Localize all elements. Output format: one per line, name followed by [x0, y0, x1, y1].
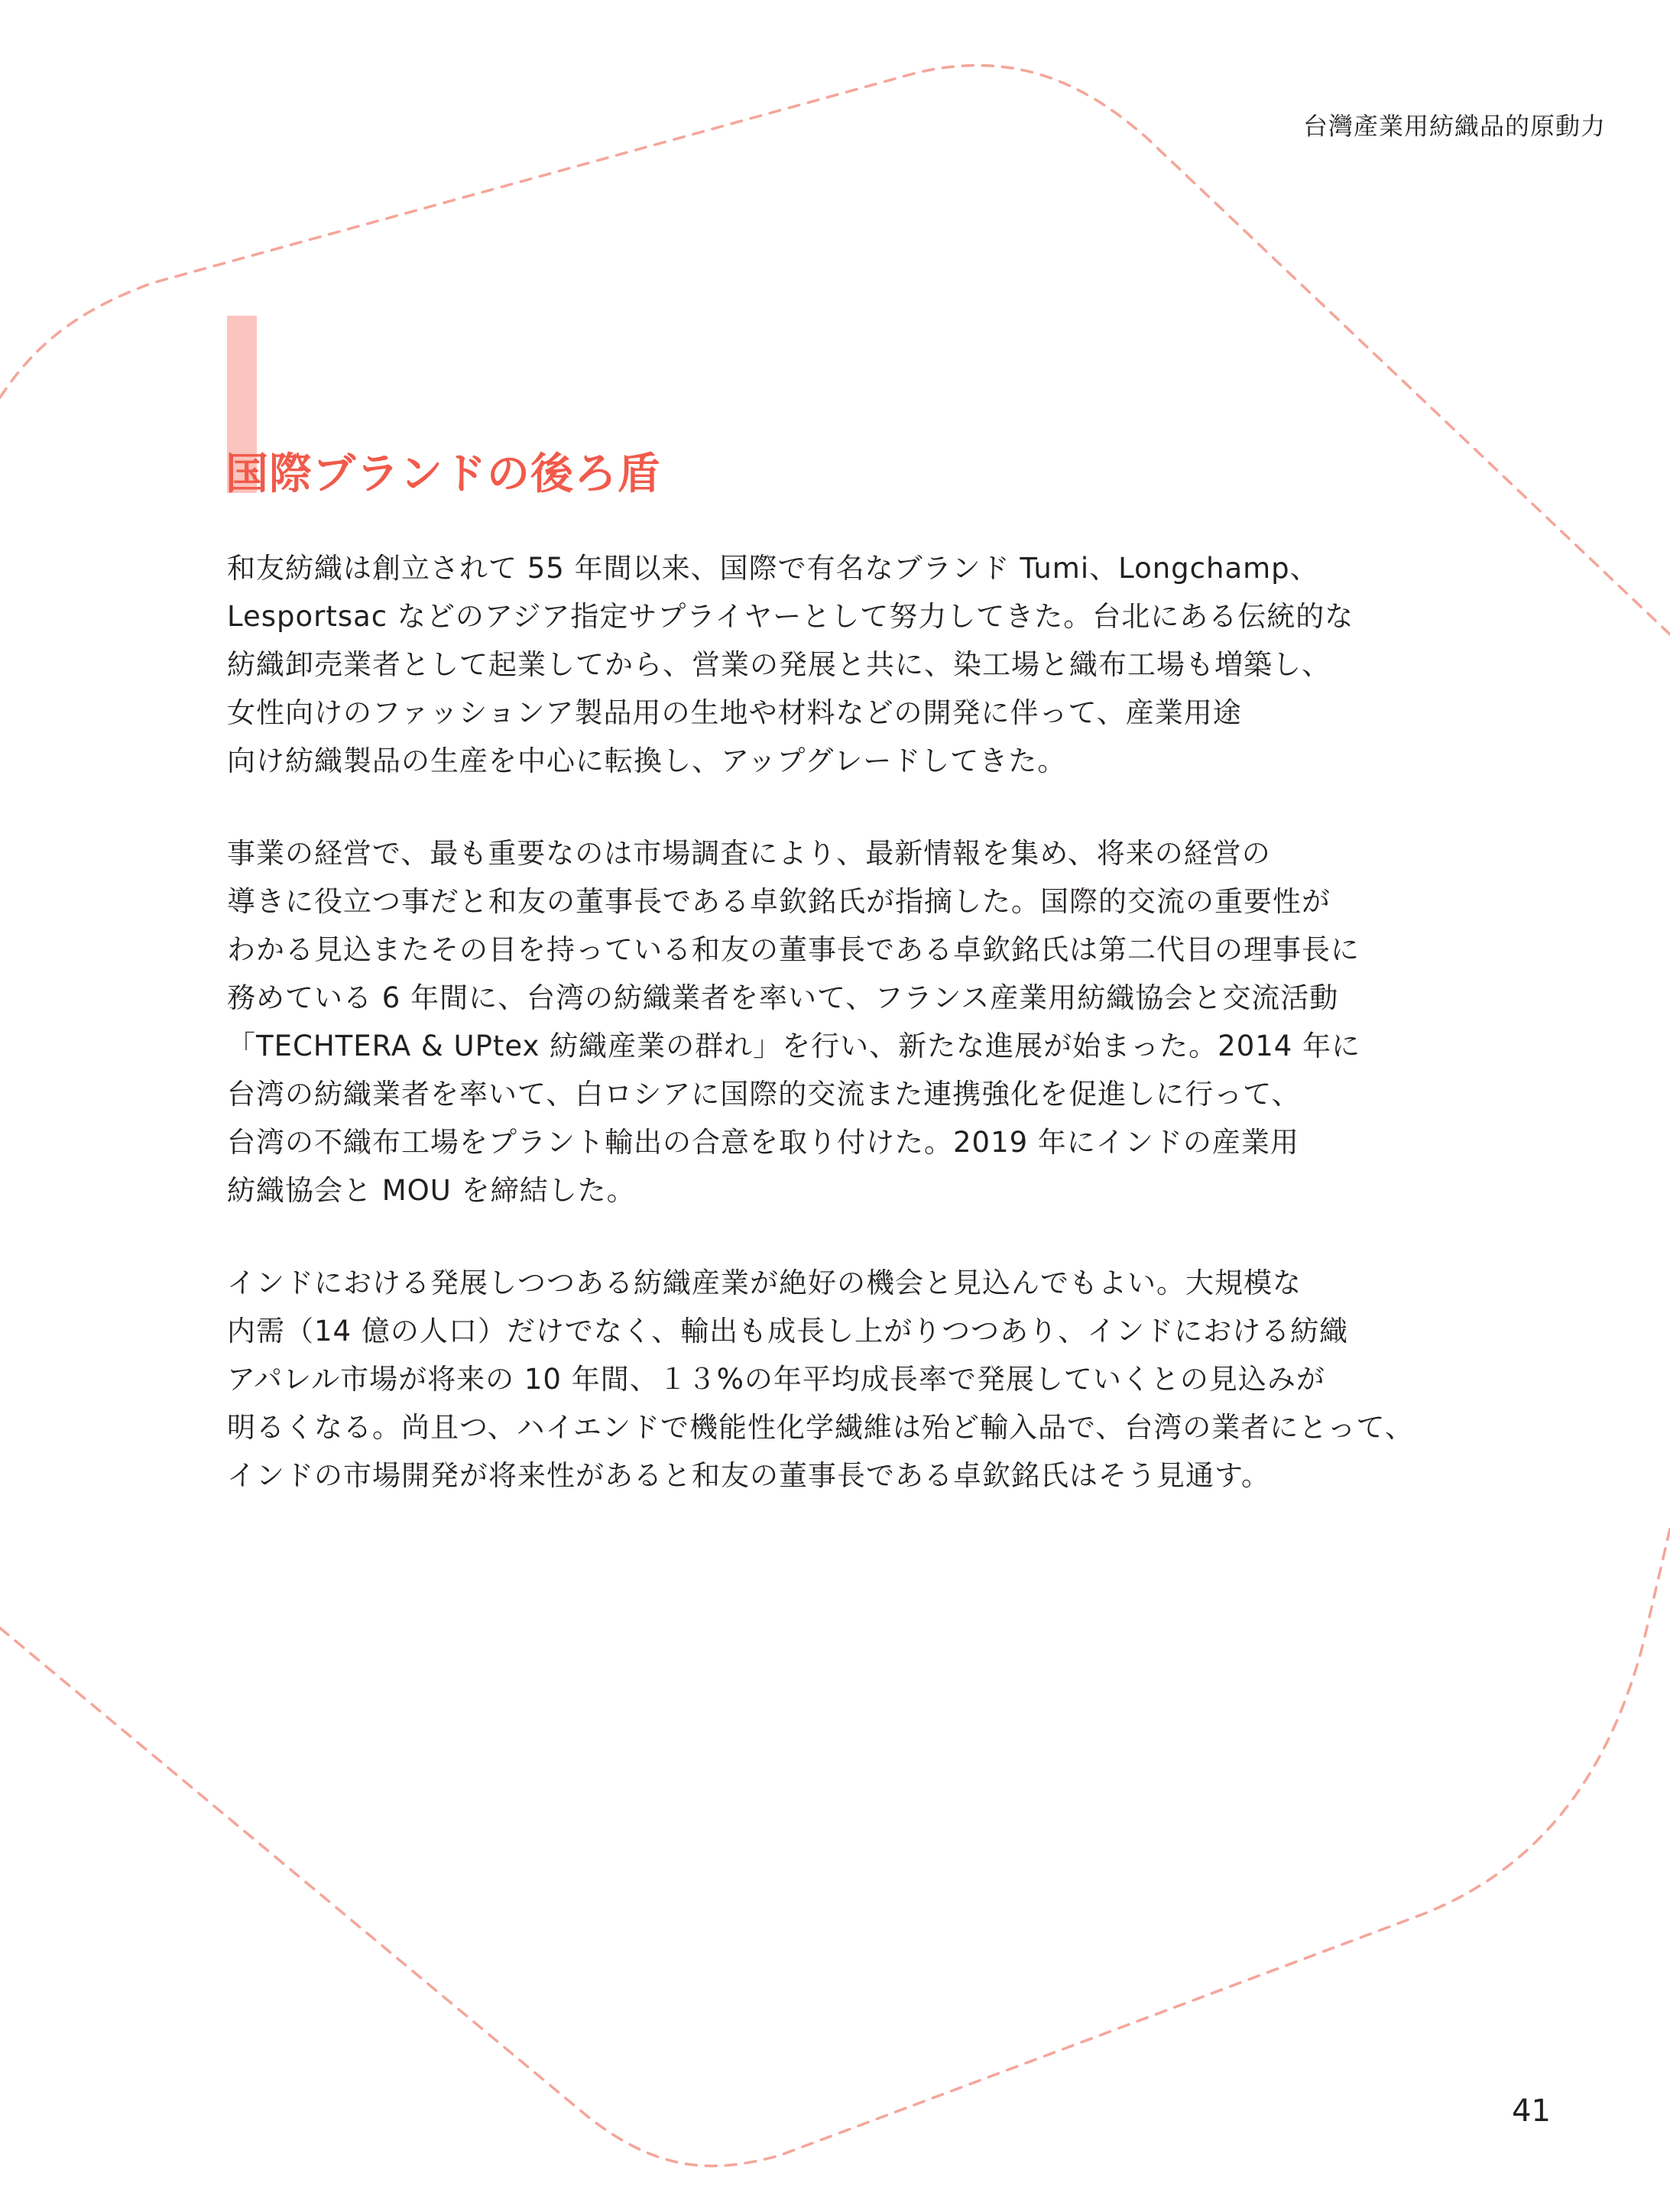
paragraph-line: 紡織協会と MOU を締結した。	[227, 1174, 636, 1207]
section-title: 国際ブランドの後ろ盾	[225, 449, 661, 499]
paragraph-line: 事業の経営で、最も重要なのは市場調査により、最新情報を集め、将来の経営の	[227, 837, 1271, 870]
paragraph-line: 紡織卸売業者として起業してから、営業の発展と共に、染工場と織布工場も増築し、	[227, 648, 1331, 681]
paragraph-line: 向け紡織製品の生産を中心に転換し、アップグレードしてきた。	[227, 744, 1067, 777]
page-number: 41	[1512, 2094, 1551, 2129]
paragraph-line: 内需（14 億の人口）だけでなく、輸出も成長し上がりつつあり、インドにおける紡織	[227, 1315, 1349, 1348]
paragraph-line: 「TECHTERA & UPtex 紡織産業の群れ」を行い、新たな進展が始まった。2014 年に	[227, 1030, 1361, 1062]
paragraph-3	[227, 1259, 1450, 1500]
paragraph-line: 務めている 6 年間に、台湾の紡織業者を率いて、フランス産業用紡織協会と交流活動	[227, 981, 1339, 1014]
paragraph-2	[227, 829, 1450, 1215]
body-text	[227, 544, 1450, 1544]
paragraph-line: 和友紡織は創立されて 55 年間以来、国際で有名なブランド Tumi、Longchamp、	[227, 552, 1319, 585]
paragraph-line: 明るくなる。尚且つ、ハイエンドで機能性化学繊維は殆ど輸入品で、台湾の業者にとって、	[227, 1411, 1414, 1444]
paragraph-line: 台湾の不織布工場をプラント輸出の合意を取り付けた。2019 年にインドの産業用	[227, 1126, 1299, 1159]
paragraph-line: わかる見込またその目を持っている和友の董事長である卓欽銘氏は第二代目の理事長に	[227, 933, 1360, 966]
running-header-title: 台灣產業用紡織品的原動力	[1302, 112, 1606, 141]
paragraph-line: Lesportsac などのアジア指定サプライヤーとして努力してきた。台北にある伝統的な	[227, 600, 1354, 633]
paragraph-line: 女性向けのファッションア製品用の生地や材料などの開発に伴って、産業用途	[227, 696, 1242, 729]
paragraph-1	[227, 544, 1450, 785]
paragraph-line: 台湾の紡織業者を率いて、白ロシアに国際的交流また連携強化を促進しに行って、	[227, 1078, 1301, 1111]
paragraph-line: インドにおける発展しつつある紡織産業が絶好の機会と見込んでもよい。大規模な	[227, 1267, 1302, 1299]
paragraph-line: アパレル市場が将来の 10 年間、１３%の年平均成長率で発展していくとの見込みが	[227, 1363, 1325, 1396]
paragraph-line: 導きに役立つ事だと和友の董事長である卓欽銘氏が指摘した。国際的交流の重要性が	[227, 885, 1331, 918]
paragraph-line: インドの市場開発が将来性があると和友の董事長である卓欽銘氏はそう見通す。	[227, 1459, 1271, 1492]
